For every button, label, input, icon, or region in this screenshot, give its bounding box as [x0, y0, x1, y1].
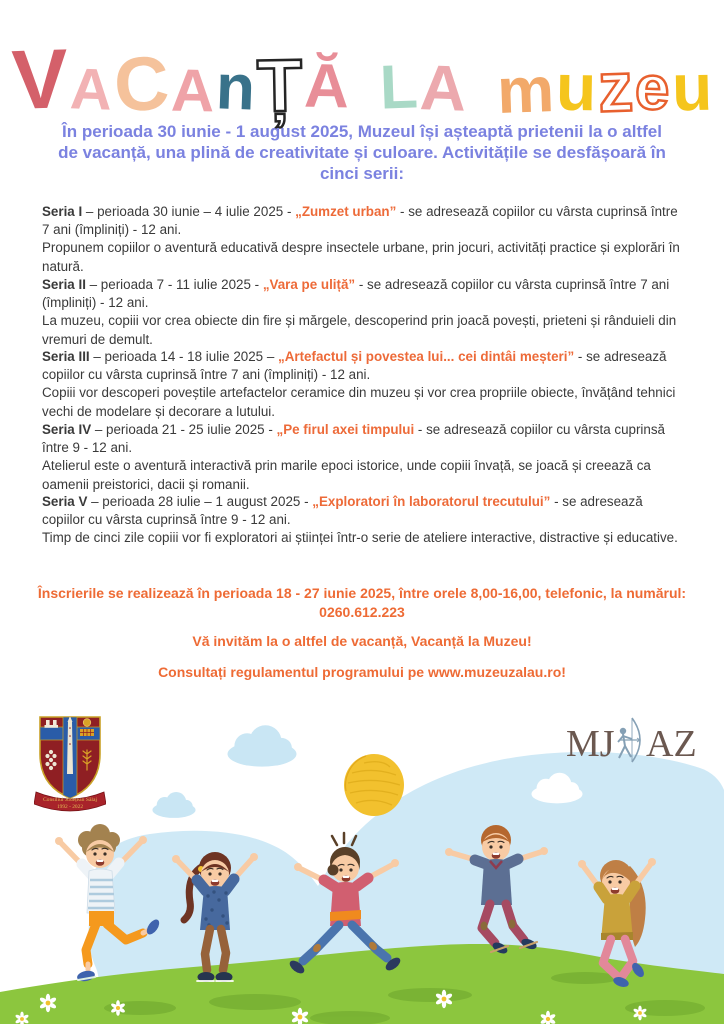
- series-description: Copiii vor descoperi poveștile artefactelor ceramice din muzeu și vor crea propriile obiecte, învățând tehnici vechi de modelare și decorare a lutului.: [42, 385, 676, 419]
- museum-logo: [566, 714, 702, 772]
- series-label: Seria I: [42, 204, 83, 219]
- title-letter: A: [68, 55, 113, 123]
- title-letter: A: [170, 56, 215, 125]
- intro-text: În perioada 30 iunie - 1 august 2025, Muzeul își așteaptă prietenii la o altfel de vacanță, una plină de creativitate și culoare. Activitățile se desfășoară în cinci serii:: [58, 122, 666, 183]
- title-letter: e: [634, 53, 672, 124]
- council-name: Consiliul Județean Sălaj: [42, 797, 98, 803]
- council-years: 1992 - 2022: [56, 804, 84, 810]
- title-letter: z: [597, 47, 635, 127]
- series-title: „Exploratori în laboratorul trecutului”: [312, 494, 551, 509]
- series-dates: – perioada 21 - 25 iulie 2025 -: [91, 422, 277, 437]
- series-label: Seria II: [42, 277, 86, 292]
- series-dates: – perioada 28 iulie – 1 august 2025 -: [87, 494, 313, 509]
- sun-icon: [344, 754, 404, 816]
- title-letter: n: [214, 50, 257, 124]
- poster-title: [0, 20, 724, 129]
- title-letter: V: [10, 30, 70, 127]
- series-dates: – perioada 7 - 11 iulie 2025 -: [85, 277, 263, 292]
- series-label: Seria V: [42, 494, 88, 509]
- title-letter: u: [555, 49, 598, 125]
- title-letter: Ă: [303, 51, 350, 122]
- series-audience: - se adresează copiilor cu vârsta cuprinsă între 9 - 12 ani.: [42, 422, 665, 456]
- registration-info: Înscrierile se realizează în perioada 18 - 27 iunie 2025, între orele 8,00-16,00, telefonic, la numărul: 0260.612.223: [37, 585, 687, 620]
- series-description: Timp de cinci zile copiii vor fi exploratori ai științei într-o serie de ateliere interactive, distractive și educative.: [42, 530, 678, 546]
- series-label: Seria IV: [42, 422, 92, 437]
- invitation-text: Vă invităm la o altfel de vacanță, Vacanță la Muzeu!: [192, 633, 532, 649]
- series-item-2: [42, 276, 682, 349]
- series-item-3: [42, 348, 682, 421]
- series-item-4: [42, 421, 682, 494]
- title-letter: C: [111, 40, 171, 129]
- title-letter: A: [418, 51, 468, 125]
- series-title: „Artefactul și povestea lui... cei dintâi meșteri”: [278, 349, 575, 364]
- series-title: „Vara pe uliță”: [262, 277, 356, 292]
- county-council-logo: [34, 712, 106, 812]
- regulation-text: Consultați regulamentul programului pe www.muzeuzalau.ro!: [158, 664, 566, 680]
- cloud-icon: [152, 792, 195, 818]
- title-letter: u: [671, 49, 713, 125]
- series-item-1: [42, 203, 682, 276]
- series-dates: – perioada 30 iunie – 4 iulie 2025 -: [82, 204, 296, 219]
- series-description: Propunem copiilor o aventură educativă despre insectele urbane, prin jocuri, activități practice și explorări în natură.: [42, 240, 680, 274]
- series-dates: – perioada 14 - 18 iulie 2025 –: [89, 349, 278, 364]
- archer-icon: [618, 718, 640, 762]
- series-item-5: [42, 493, 682, 548]
- series-title: „Zumzet urban”: [295, 204, 397, 219]
- museum-logo-left: MJ: [566, 723, 615, 765]
- title-letter: m: [495, 53, 556, 128]
- museum-logo-right: AZ: [646, 723, 697, 765]
- series-description: La muzeu, copiii vor crea obiecte din fire și mărgele, descoperind prin joacă povești, prieteni și rânduieli din vremuri de demult.: [42, 313, 677, 347]
- series-audience: - se adresează copiilor cu vârsta cuprinsă între 7 ani (împliniți) - 12 ani.: [42, 349, 667, 383]
- title-letter: Ț: [256, 43, 304, 128]
- series-audience: - se adresează copiilor cu vârsta cuprinsă între 7 ani (împliniți) - 12 ani.: [42, 204, 678, 238]
- title-letter: L: [378, 52, 420, 123]
- series-audience: - se adresează copiilor cu vârsta cuprinsă între 7 ani (împliniți) - 12 ani.: [42, 277, 670, 311]
- series-label: Seria III: [42, 349, 90, 364]
- series-audience: - se adresează copiilor cu vârsta cuprinsă între 9 - 12 ani.: [42, 494, 643, 528]
- series-description: Atelierul este o aventură interactivă prin marile epoci istorice, unde copiii învață, se joacă și creează ca oamenii preistorici, dacii și romanii.: [42, 458, 651, 492]
- cloud-icon: [228, 725, 297, 766]
- series-title: „Pe firul axei timpului: [276, 422, 415, 437]
